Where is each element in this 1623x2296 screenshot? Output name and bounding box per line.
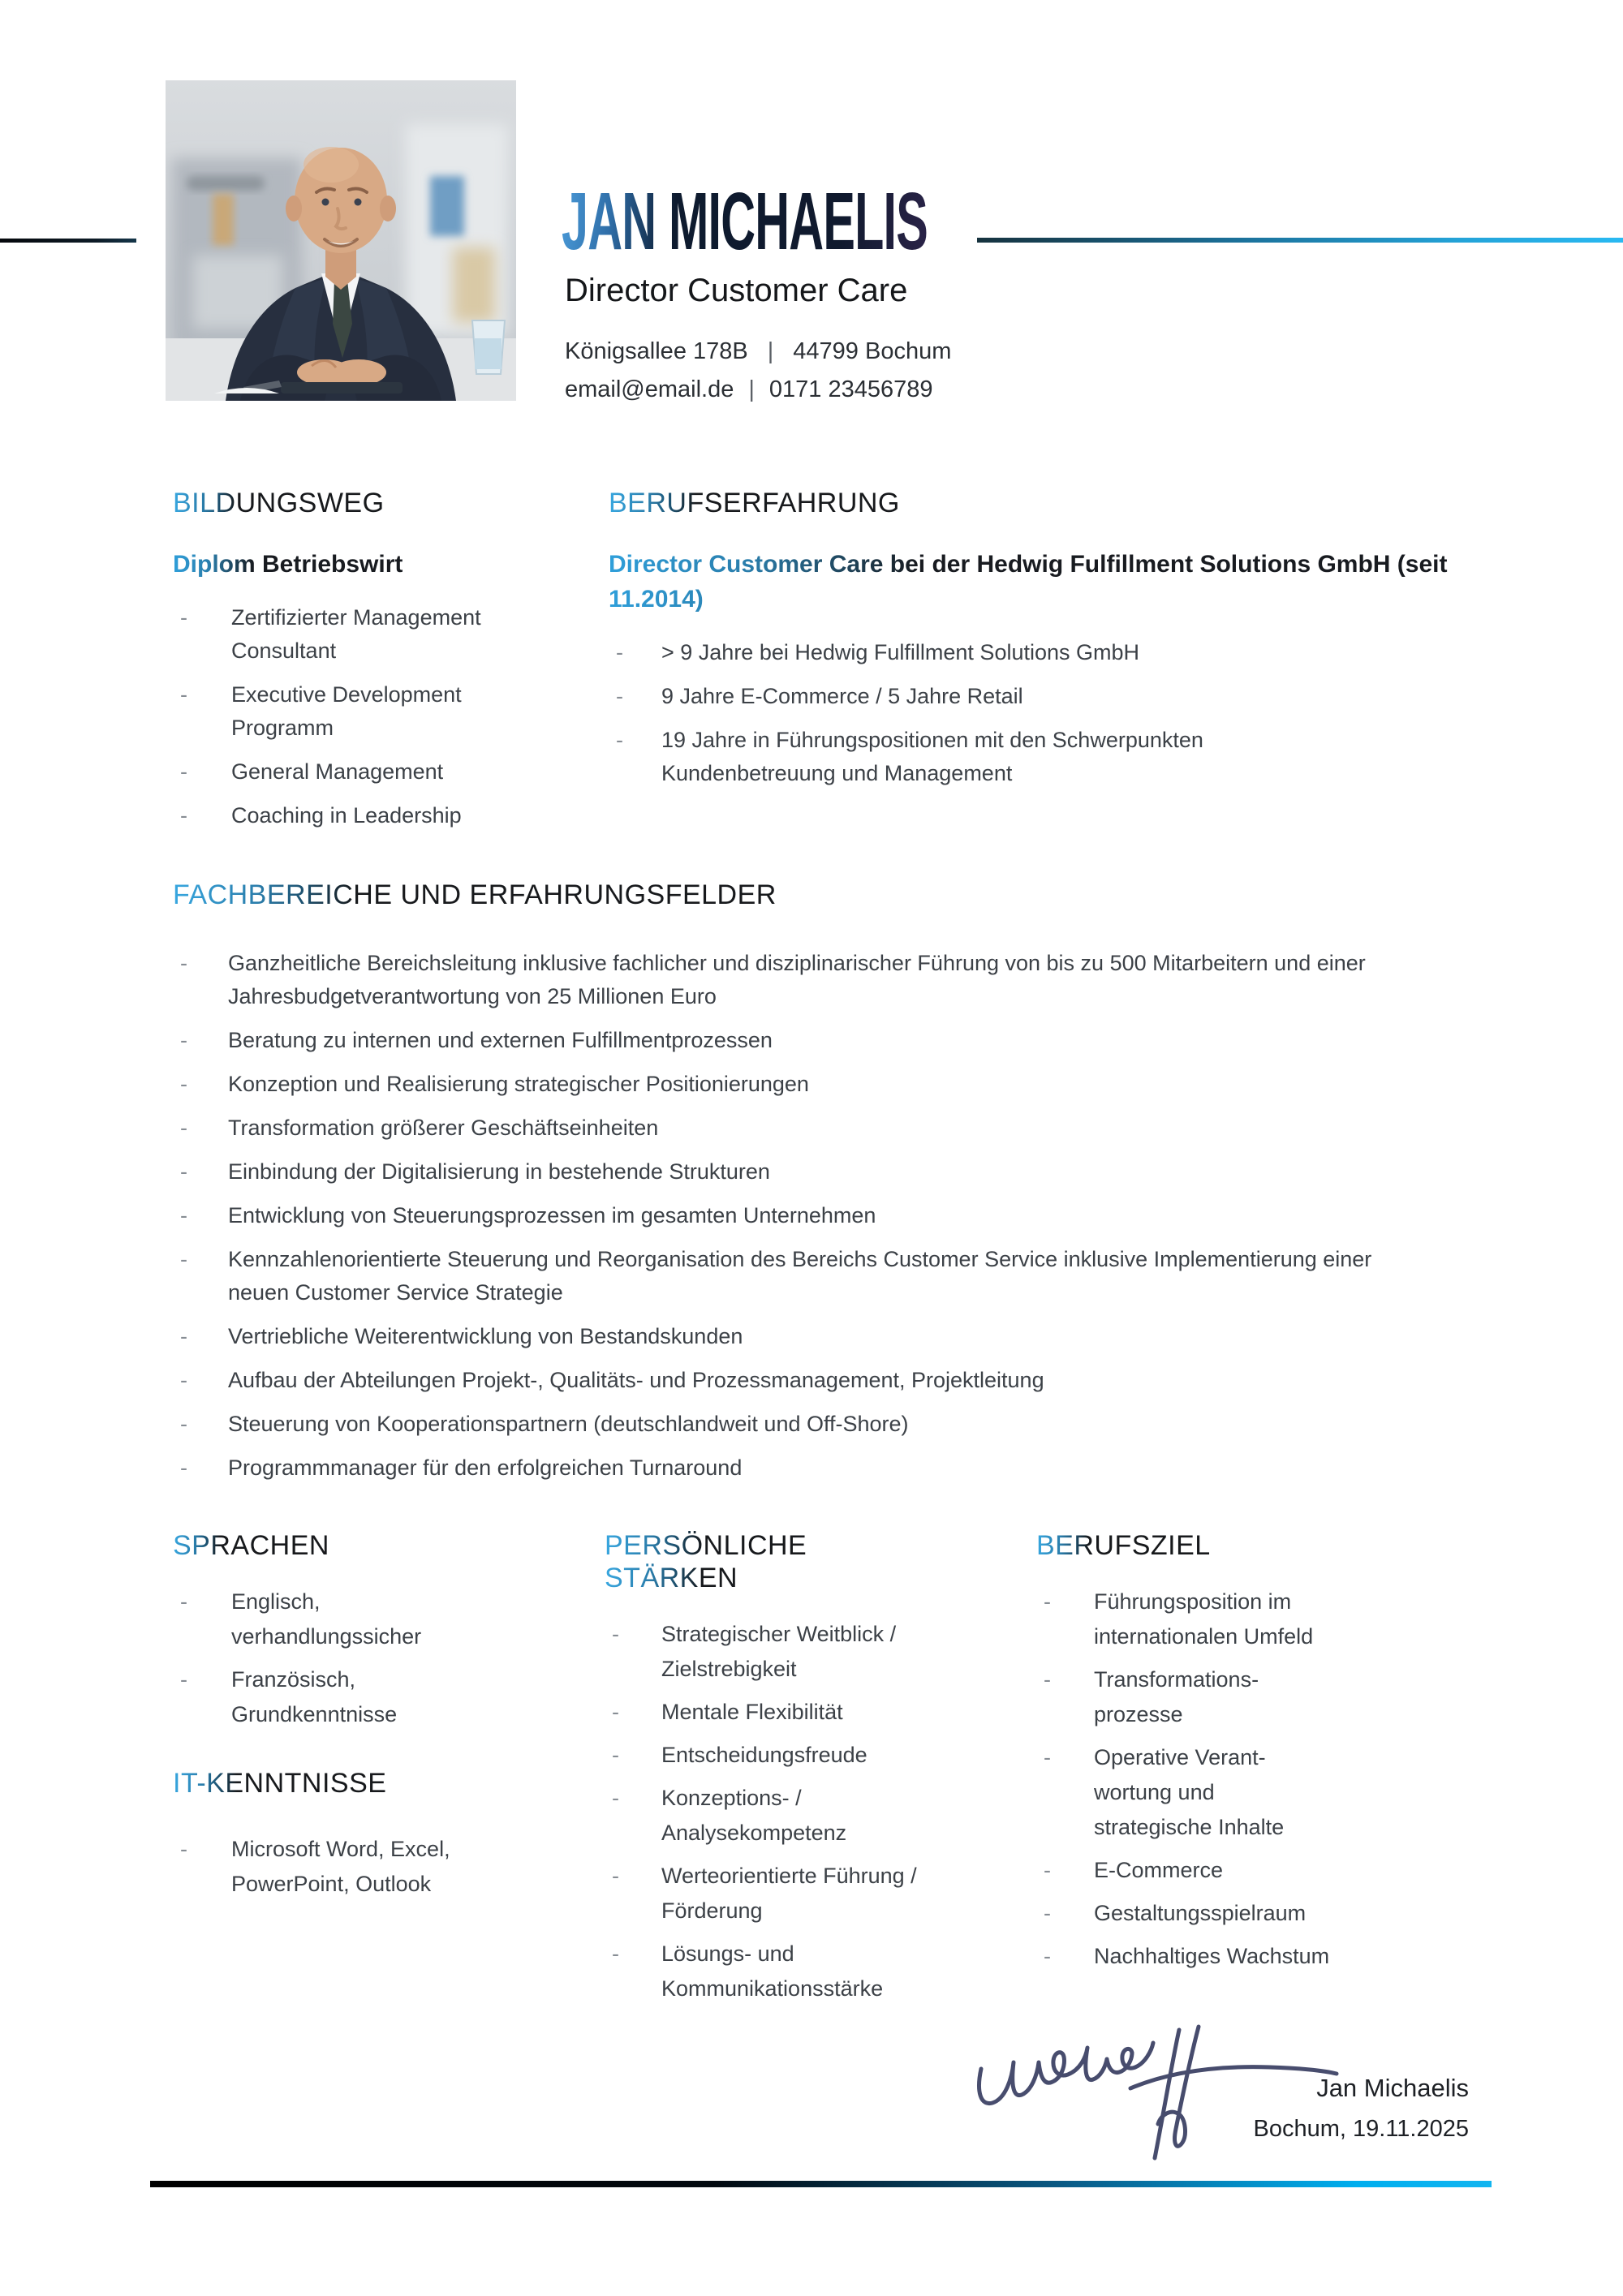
list-item: - Lösungs- und Kommunikationsstärke	[605, 1937, 929, 2006]
list-item: - Beratung zu internen und externen Fulfillmentprozessen	[173, 1024, 1382, 1057]
degree-subheading: Diplom Betriebswirt	[173, 547, 507, 582]
header-left-rule	[0, 239, 136, 243]
list-item: - Mentale Flexibilität	[605, 1695, 929, 1730]
section-heading: BERUFSZIEL	[1036, 1530, 1211, 1561]
berufserfahrung-list	[609, 636, 1343, 790]
separator: |	[767, 338, 774, 364]
list-item: - Strategischer Weitblick / Zielstrebigkeit	[605, 1617, 929, 1687]
section-bildungsweg	[173, 487, 507, 843]
list-item: - Werteorientierte Führung / Förderung	[605, 1859, 929, 1928]
it-kenntnisse-list	[173, 1832, 491, 1902]
signature-name: Jan Michaelis	[1316, 2074, 1469, 2102]
section-heading: FACHBEREICHE UND ERFAHRUNGSFELDER	[173, 879, 777, 910]
list-item: - Steuerung von Kooperationspartnern (deutschlandweit und Off-Shore)	[173, 1408, 1382, 1441]
list-item: - 19 Jahre in Führungspositionen mit den Schwerpunkten Kundenbetreuung und Management	[609, 724, 1343, 790]
section-heading: BILDUNGSWEG	[173, 488, 385, 518]
section-sprachen	[173, 1529, 491, 1740]
list-item: - Entwicklung von Steuerungsprozessen im gesamten Unternehmen	[173, 1199, 1382, 1232]
list-item: - Microsoft Word, Excel, PowerPoint, Outlook	[173, 1832, 491, 1902]
list-item: - Transformation größerer Geschäftseinheiten	[173, 1111, 1382, 1145]
sprachen-list	[173, 1584, 491, 1732]
list-item: - Programmmanager für den erfolgreichen Turnaround	[173, 1451, 1382, 1485]
address: Königsallee 178B	[565, 338, 748, 364]
list-item: - Entscheidungsfreude	[605, 1738, 929, 1773]
list-item: - Gestaltungsspielraum	[1036, 1896, 1338, 1931]
contact-address-line	[565, 333, 951, 371]
list-item: - Coaching in Leadership	[173, 799, 507, 832]
contact-email-line	[565, 371, 951, 409]
list-item: - Französisch, Grundkenntnisse	[173, 1662, 491, 1732]
staerken-list	[605, 1617, 929, 2006]
section-fachbereiche	[173, 879, 1382, 1495]
footer-rule	[150, 2181, 1492, 2187]
fachbereiche-list	[173, 947, 1382, 1485]
list-item: - General Management	[173, 755, 507, 789]
profile-photo	[166, 80, 516, 401]
section-heading: BERUFSERFAHRUNG	[609, 488, 900, 518]
job-title: Director Customer Care	[565, 273, 908, 308]
list-item: - Transformations-prozesse	[1036, 1662, 1338, 1732]
separator: |	[748, 376, 755, 402]
list-item: - Nachhaltiges Wachstum	[1036, 1939, 1338, 1974]
list-item: - Englisch, verhandlungssicher	[173, 1584, 491, 1654]
section-persoenliche-staerken	[605, 1529, 929, 2014]
list-item: - Operative Verant-wortung und strategische Inhalte	[1036, 1740, 1338, 1845]
list-item: - Kennzahlenorientierte Steuerung und Reorganisation des Bereichs Customer Service inklusive Implementierung einer neuen Customer Service Strategie	[173, 1243, 1382, 1309]
city: 44799 Bochum	[793, 338, 952, 364]
section-berufsziel	[1036, 1529, 1338, 1982]
list-item: - Ganzheitliche Bereichsleitung inklusive fachlicher und disziplinarischer Führung von bis zu 500 Mitarbeitern und einer Jahresbudgetverantwortung von 25 Millionen Euro	[173, 947, 1382, 1013]
list-item: - Aufbau der Abteilungen Projekt-, Qualitäts- und Prozessmanagement, Projektleitung	[173, 1364, 1382, 1397]
contact-block	[565, 333, 951, 409]
list-item: - E-Commerce	[1036, 1853, 1338, 1888]
position-subheading: Director Customer Care bei der Hedwig Fulfillment Solutions GmbH (seit 11.2014)	[609, 547, 1489, 617]
bildungsweg-list	[173, 601, 507, 832]
list-item: - Konzeption und Realisierung strategischer Positionierungen	[173, 1068, 1382, 1101]
section-heading: IT-KENNTNISSE	[173, 1768, 387, 1799]
list-item: - Einbindung der Digitalisierung in bestehende Strukturen	[173, 1155, 1382, 1189]
section-it-kenntnisse	[173, 1767, 491, 1910]
list-item: - > 9 Jahre bei Hedwig Fulfillment Solutions GmbH	[609, 636, 1343, 669]
list-item: - Executive Development Programm	[173, 678, 507, 745]
section-heading: SPRACHEN	[173, 1530, 329, 1561]
list-item: - Zertifizierter Management Consultant	[173, 601, 507, 668]
section-heading: PERSÖNLICHE STÄRKEN	[605, 1529, 929, 1594]
berufsziel-list	[1036, 1584, 1338, 1974]
list-item: - 9 Jahre E-Commerce / 5 Jahre Retail	[609, 680, 1343, 713]
page-title-name: JAN MICHAELIS	[562, 176, 928, 268]
signature-place-date: Bochum, 19.11.2025	[1253, 2116, 1469, 2142]
name-underline-rule	[977, 238, 1623, 243]
list-item: - Vertriebliche Weiterentwicklung von Bestandskunden	[173, 1320, 1382, 1353]
list-item: - Führungsposition im internationalen Umfeld	[1036, 1584, 1338, 1654]
phone: 0171 23456789	[768, 376, 933, 402]
section-berufserfahrung	[609, 487, 1489, 801]
email: email@email.de	[565, 376, 734, 402]
list-item: - Konzeptions- / Analysekompetenz	[605, 1781, 929, 1851]
